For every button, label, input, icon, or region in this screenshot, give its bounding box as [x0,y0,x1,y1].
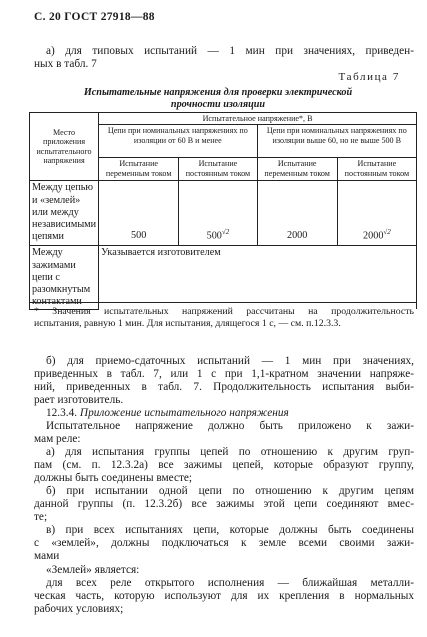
row1-value-dc-2 [337,181,416,246]
section-title: Приложение испытательного напряжения [79,407,289,419]
col-group-high: Цепи при номинальных напряжениях по изоляции выше 60, но не выше 500 В [257,125,416,158]
para-1-line-2: мам реле: [34,433,81,445]
footnote-line-2: испытания, равную 1 мин. Для испытания, длящегося 1 с, — см. п.12.3.3. [34,318,341,329]
subheader-ac-2: Испытание переменным током [257,158,337,181]
para-ground-line-2: для всех реле открытого исполнения — ближайшая металли- [46,577,414,589]
row2-value: Указывается изготовителем [99,246,417,309]
subheader-dc-1: Испытание постоянным током [179,158,257,181]
para-ground-line-4: рабочих условиях; [34,603,124,615]
table-title-line-2: прочности изоляции [170,99,266,110]
para-a-line-1: а) для испытания группы цепей по отношению к другим груп- [46,446,414,458]
para-b-line-3: ний, приведенных в табл. 7. Продолжительность испытания выби- [34,381,414,393]
table-row [30,246,417,309]
row1-value-dc-1 [179,181,257,246]
row1-value-dc-1-base: 500 [206,230,222,242]
section-heading [46,407,289,420]
intro-line-1: а) для типовых испытаний — 1 мин при значениях, приведен- [46,45,414,57]
sqrt2-suffix: √2 [221,227,230,236]
para-bb-line-2: данной группы (п. 12.3.2б) все зажимы этой цепи соединяют вмес- [34,498,414,510]
table-header-row [30,113,417,125]
page-header: С. 20 ГОСТ 27918—88 [34,11,155,23]
para-ground-line-3: ческая часть, которую используют для их крепления в нормальных [34,590,414,602]
table-title-line-1: Испытательные напряжения для проверки электрической [83,87,353,98]
table-row [30,181,417,246]
row1-value-ac-2: 2000 [257,181,337,246]
col-header-place: Место приложения испытательного напряжения [30,113,99,181]
section-number: 12.3.4. [46,407,78,419]
table-title [50,87,386,111]
col-header-voltage: Испытательное напряжение*, В [99,113,417,125]
subheader-ac-1: Испытание переменным током [99,158,179,181]
para-bb-line-1: б) при испытании одной цепи по отношению к другим цепям [46,485,414,497]
para-v-line-2: с «землей», должны подключаться к земле всеми своими зажи- [34,537,414,549]
subheader-dc-2: Испытание постоянным током [337,158,416,181]
row1-value-ac-1: 500 [99,181,179,246]
table-bottom-rule [29,302,417,303]
table-footnote [34,306,414,330]
para-1-line-1: Испытательное напряжение должно быть приложено к зажи- [46,420,414,432]
row1-value-dc-2-base: 2000 [363,230,384,242]
para-b-line-1: б) для приемо-сдаточных испытаний — 1 мин при значениях, [46,355,414,367]
row1-place: Между цепью и «землей» или между независимыми цепями [30,181,99,246]
voltage-table [29,112,417,310]
para-ground-line-1: «Землей» является: [46,564,140,576]
para-v-line-1: в) при всех испытаниях цепи, которые должны быть соединены [46,524,414,536]
sqrt2-suffix: √2 [383,227,391,236]
para-b-line-2: приведенных в табл. 7, или 1 с при 1,1-кратном значении напряже- [34,368,414,380]
footnote-line-1: * Значения испытательных напряжений рассчитаны на продолжительность [34,306,414,317]
para-bb-line-3: те; [34,511,48,523]
para-a-line-3: должны быть соединены вместе; [34,472,193,484]
intro-line-2: ных в табл. 7 [34,58,97,70]
para-v-line-3: мами [34,550,60,562]
table-caption: Таблица 7 [338,71,400,83]
para-b-line-4: рает изготовитель. [34,394,124,406]
row2-place: Между зажимами цепи с разомкнутым контактами [30,246,99,309]
col-group-low: Цепи при номинальных напряжениях по изоляции от 60 В и менее [99,125,257,158]
para-a-line-2: пам (см. п. 12.3.2а) все зажимы цепей, которые образуют группу, [34,459,414,471]
